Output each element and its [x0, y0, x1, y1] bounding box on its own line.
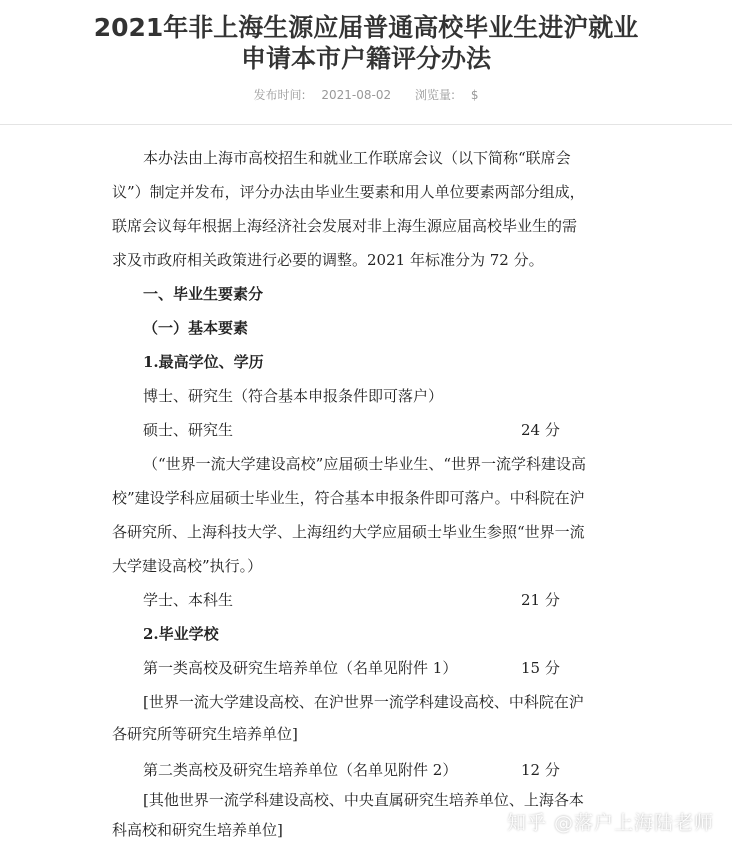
note-line: 科高校和研究生培养单位] — [112, 821, 283, 839]
bachelor-score: 21 分 — [521, 591, 560, 609]
note-line: 各研究所等研究生培养单位] — [112, 725, 298, 743]
watermark: 知乎 @落户上海陆老师 — [506, 812, 714, 834]
note-line: 大学建设高校”执行。） — [112, 557, 263, 575]
class2-score: 12 分 — [521, 761, 560, 779]
article-title-line1: 2021年非上海生源应届普通高校毕业生进沪就业 — [93, 13, 639, 42]
intro-line: 求及市政府相关政策进行必要的调整。2021 年标准分为 72 分。 — [112, 251, 544, 269]
class1-text: 第一类高校及研究生培养单位（名单见附件 1） — [143, 659, 458, 677]
views-label: 浏览量: — [414, 88, 456, 102]
section-heading: 一、毕业生要素分 — [143, 285, 264, 303]
article-header — [0, 0, 732, 125]
note-line: 各研究所、上海科技大学、上海纽约大学应届硕士毕业生参照“世界一流 — [112, 523, 585, 541]
item-heading: 1.最高学位、学历 — [143, 353, 264, 371]
article-meta — [0, 86, 732, 103]
intro-line: 联席会议每年根据上海经济社会发展对非上海生源应届高校毕业生的需 — [112, 217, 578, 235]
note-line: 校”建设学科应届硕士毕业生，符合基本申报条件即可落户。中科院在沪 — [112, 489, 585, 507]
class2-text: 第二类高校及研究生培养单位（名单见附件 2） — [143, 761, 458, 779]
note-line: [世界一流大学建设高校、在沪世界一流学科建设高校、中科院在沪 — [143, 693, 584, 711]
item-heading: 2.毕业学校 — [143, 625, 219, 643]
phd-text: 博士、研究生（符合基本申报条件即可落户） — [143, 387, 444, 405]
publish-date: 2021-08-02 — [321, 88, 392, 102]
class1-score: 15 分 — [521, 659, 560, 677]
publish-label: 发布时间: — [253, 88, 306, 102]
master-text: 硕士、研究生 — [143, 421, 234, 439]
article-title-line2: 申请本市户籍评分办法 — [240, 44, 491, 73]
subsection-heading: （一）基本要素 — [143, 319, 249, 337]
views-value: $ — [470, 88, 479, 102]
note-line: [其他世界一流学科建设高校、中央直属研究生培养单位、上海各本 — [143, 791, 584, 809]
intro-line: 议”）制定并发布，评分办法由毕业生要素和用人单位要素两部分组成， — [112, 183, 585, 201]
bachelor-text: 学士、本科生 — [143, 591, 234, 609]
master-score: 24 分 — [521, 421, 560, 439]
intro-line: 本办法由上海市高校招生和就业工作联席会议（以下简称“联席会 — [143, 149, 571, 167]
note-line: （“世界一流大学建设高校”应届硕士毕业生、“世界一流学科建设高 — [143, 455, 587, 473]
